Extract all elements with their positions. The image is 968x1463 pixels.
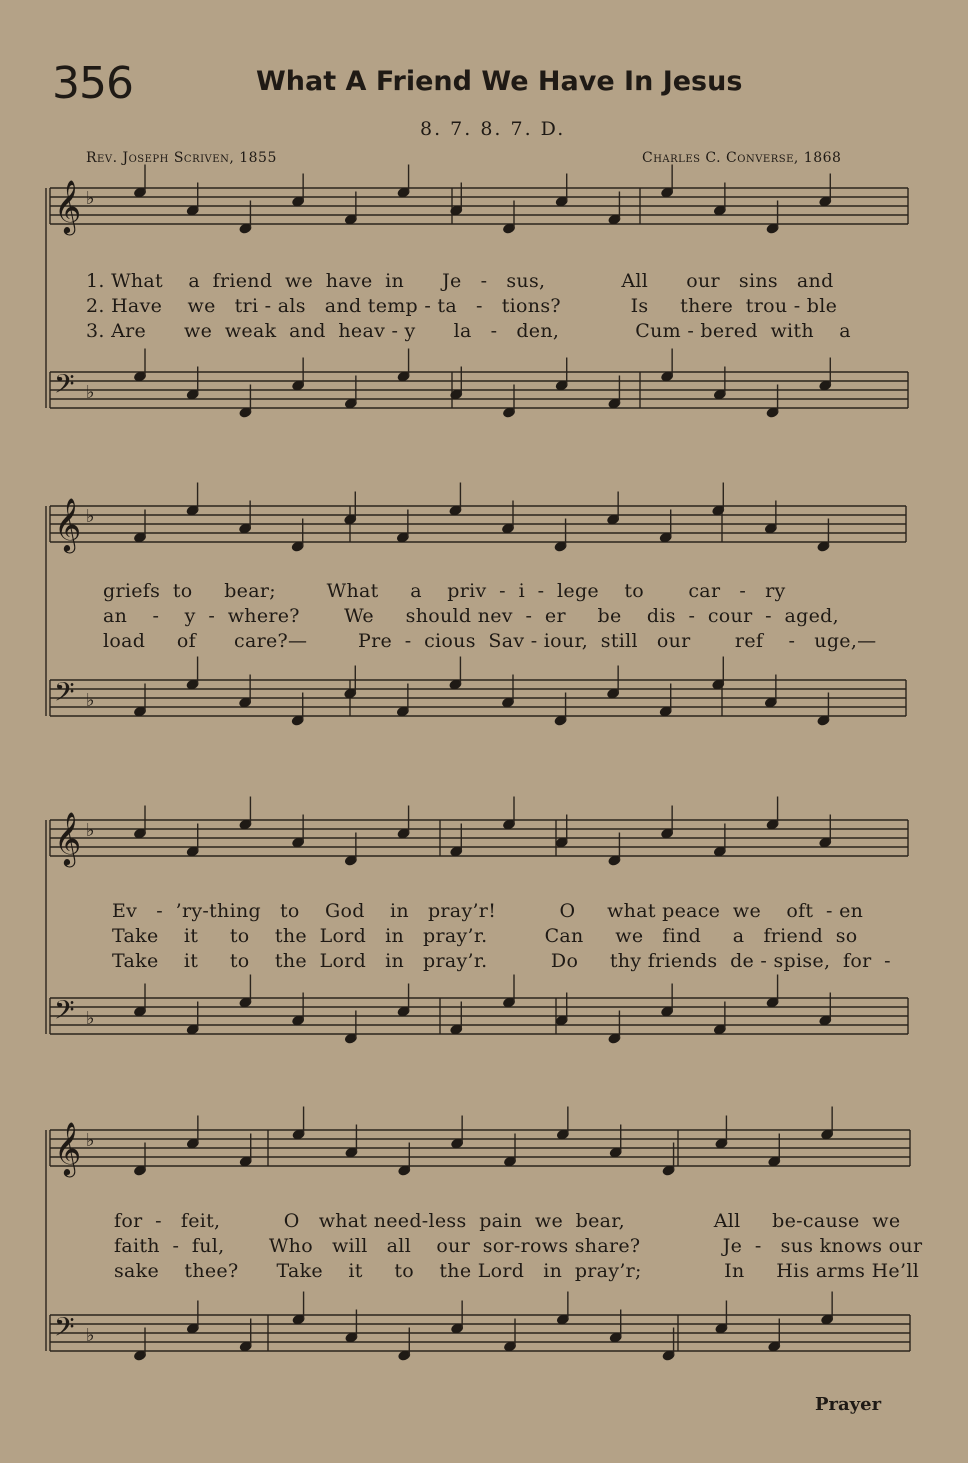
hymn-number: 356 bbox=[52, 58, 133, 109]
topic-label: Prayer bbox=[815, 1394, 882, 1415]
flat-icon: ♭ bbox=[86, 506, 95, 527]
bass-staff bbox=[50, 975, 908, 1045]
treble-clef-icon: 𝄞 bbox=[54, 179, 82, 233]
lyric-line: Ev - ’ry-thing to God in pray’r! O what peace we oft - en bbox=[112, 900, 864, 922]
lyric-line: sake thee? Take it to the Lord in pray’r; In His arms He’ll bbox=[114, 1260, 920, 1282]
lyric-line: Take it to the Lord in pray’r. Do thy friends de - spise, for - bbox=[112, 950, 891, 972]
treble-staff bbox=[50, 165, 908, 236]
treble-staff bbox=[50, 483, 906, 554]
treble-clef-icon: 𝄞 bbox=[54, 811, 82, 865]
bass-clef-icon: 𝄢 bbox=[54, 1311, 75, 1349]
lyric-line: griefs to bear; What a priv - i - lege to car - ry bbox=[103, 580, 786, 602]
bass-staff bbox=[50, 657, 906, 727]
bass-clef-icon: 𝄢 bbox=[54, 368, 75, 406]
composer-credit: Charles C. Converse, 1868 bbox=[642, 150, 842, 166]
flat-icon: ♭ bbox=[86, 382, 95, 403]
lyric-line: load of care?— Pre - cious Sav - iour, still our ref - uge,— bbox=[103, 630, 877, 652]
author-credit: Rev. Joseph Scriven, 1855 bbox=[86, 150, 277, 166]
flat-icon: ♭ bbox=[86, 1325, 95, 1346]
bass-clef-icon: 𝄢 bbox=[54, 994, 75, 1032]
flat-icon: ♭ bbox=[86, 820, 95, 841]
bass-staff bbox=[50, 349, 908, 419]
lyric-line: faith - ful, Who will all our sor-rows share? Je - sus knows our bbox=[114, 1235, 923, 1257]
treble-staff bbox=[50, 1107, 910, 1178]
flat-icon: ♭ bbox=[86, 188, 95, 209]
treble-staff bbox=[50, 797, 908, 868]
hymn-title: What A Friend We Have In Jesus bbox=[256, 66, 743, 97]
lyric-line: 1. What a friend we have in Je - sus, All our sins and bbox=[86, 270, 834, 292]
bass-staff bbox=[50, 1292, 910, 1362]
bass-clef-icon: 𝄢 bbox=[54, 676, 75, 714]
flat-icon: ♭ bbox=[86, 1130, 95, 1151]
lyric-line: an - y - where? We should nev - er be dis - cour - aged, bbox=[103, 605, 839, 627]
hymn-meter: 8. 7. 8. 7. D. bbox=[420, 118, 566, 140]
lyric-line: for - feit, O what need-less pain we bear, All be-cause we bbox=[114, 1210, 901, 1232]
lyric-line: 3. Are we weak and heav - y la - den, Cum - bered with a bbox=[86, 320, 851, 342]
treble-clef-icon: 𝄞 bbox=[54, 1121, 82, 1175]
flat-icon: ♭ bbox=[86, 1008, 95, 1029]
lyric-line: Take it to the Lord in pray’r. Can we find a friend so bbox=[112, 925, 858, 947]
lyric-line: 2. Have we tri - als and temp - ta - tions? Is there trou - ble bbox=[86, 295, 838, 317]
flat-icon: ♭ bbox=[86, 690, 95, 711]
treble-clef-icon: 𝄞 bbox=[54, 497, 82, 551]
